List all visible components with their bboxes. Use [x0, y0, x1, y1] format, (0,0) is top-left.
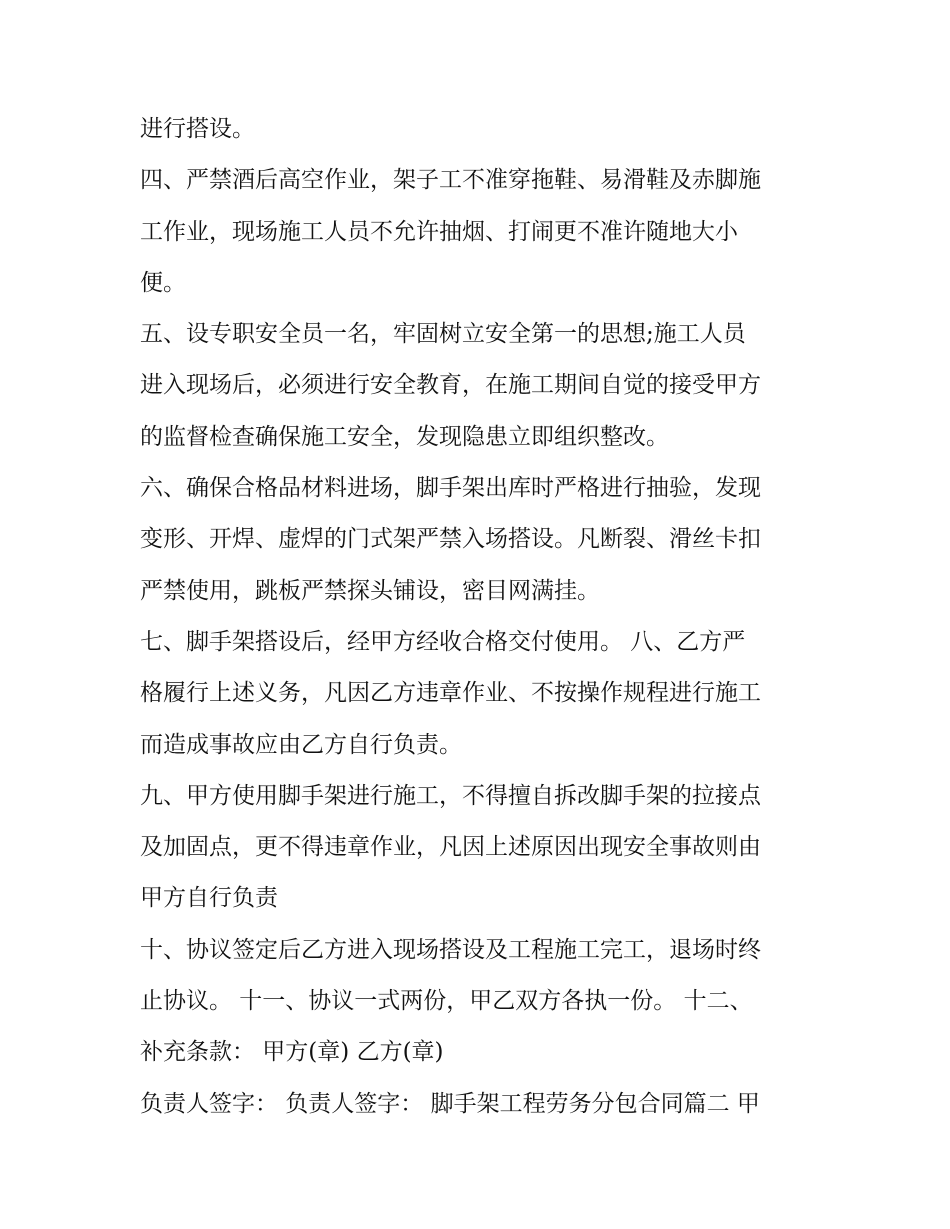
text-line: 止协议。 十一、协议一式两份，甲乙双方各执一份。 十二、 [140, 988, 753, 1015]
text-line: 进行搭设。 [140, 116, 255, 142]
text-line: 五、设专职安全员一名，牢固树立安全第一的思想;施工人员 [140, 321, 746, 348]
text-line: 变形、开焊、虚焊的门式架严禁入场搭设。凡断裂、滑丝卡扣 [140, 526, 761, 553]
text-line: 十、协议签定后乙方进入现场搭设及工程施工完工，退场时终 [140, 936, 761, 963]
text-line: 工作业，现场施工人员不允许抽烟、打闹更不准许随地大小 [140, 218, 738, 245]
text-line: 六、确保合格品材料进场，脚手架出库时严格进行抽验，发现 [140, 475, 761, 502]
text-line: 严禁使用，跳板严禁探头铺设，密目网满挂。 [140, 577, 600, 604]
text-line: 的监督检查确保施工安全，发现隐患立即组织整改。 [140, 423, 669, 450]
text-line: 进入现场后，必须进行安全教育，在施工期间自觉的接受甲方 [140, 372, 761, 399]
text-line: 便。 [140, 269, 186, 296]
text-line: 而造成事故应由乙方自行负责。 [140, 731, 462, 758]
text-line: 格履行上述义务，凡因乙方违章作业、不按操作规程进行施工 [140, 680, 761, 707]
document-body [140, 104, 830, 1130]
text-line: 负责人签字： 负责人签字： 脚手架工程劳务分包合同篇二 甲 [140, 1090, 760, 1117]
text-line: 四、严禁酒后高空作业，架子工不准穿拖鞋、易滑鞋及赤脚施 [140, 167, 761, 194]
text-line: 九、甲方使用脚手架进行施工，不得擅自拆改脚手架的拉接点 [140, 782, 761, 809]
text-line: 补充条款： 甲方(章) 乙方(章) [140, 1039, 444, 1066]
text-line: 及加固点，更不得违章作业，凡因上述原因出现安全事故则由 [140, 834, 761, 861]
text-line: 甲方自行负责 [140, 885, 278, 912]
text-line: 七、脚手架搭设后，经甲方经收合格交付使用。 八、乙方严 [140, 628, 746, 655]
